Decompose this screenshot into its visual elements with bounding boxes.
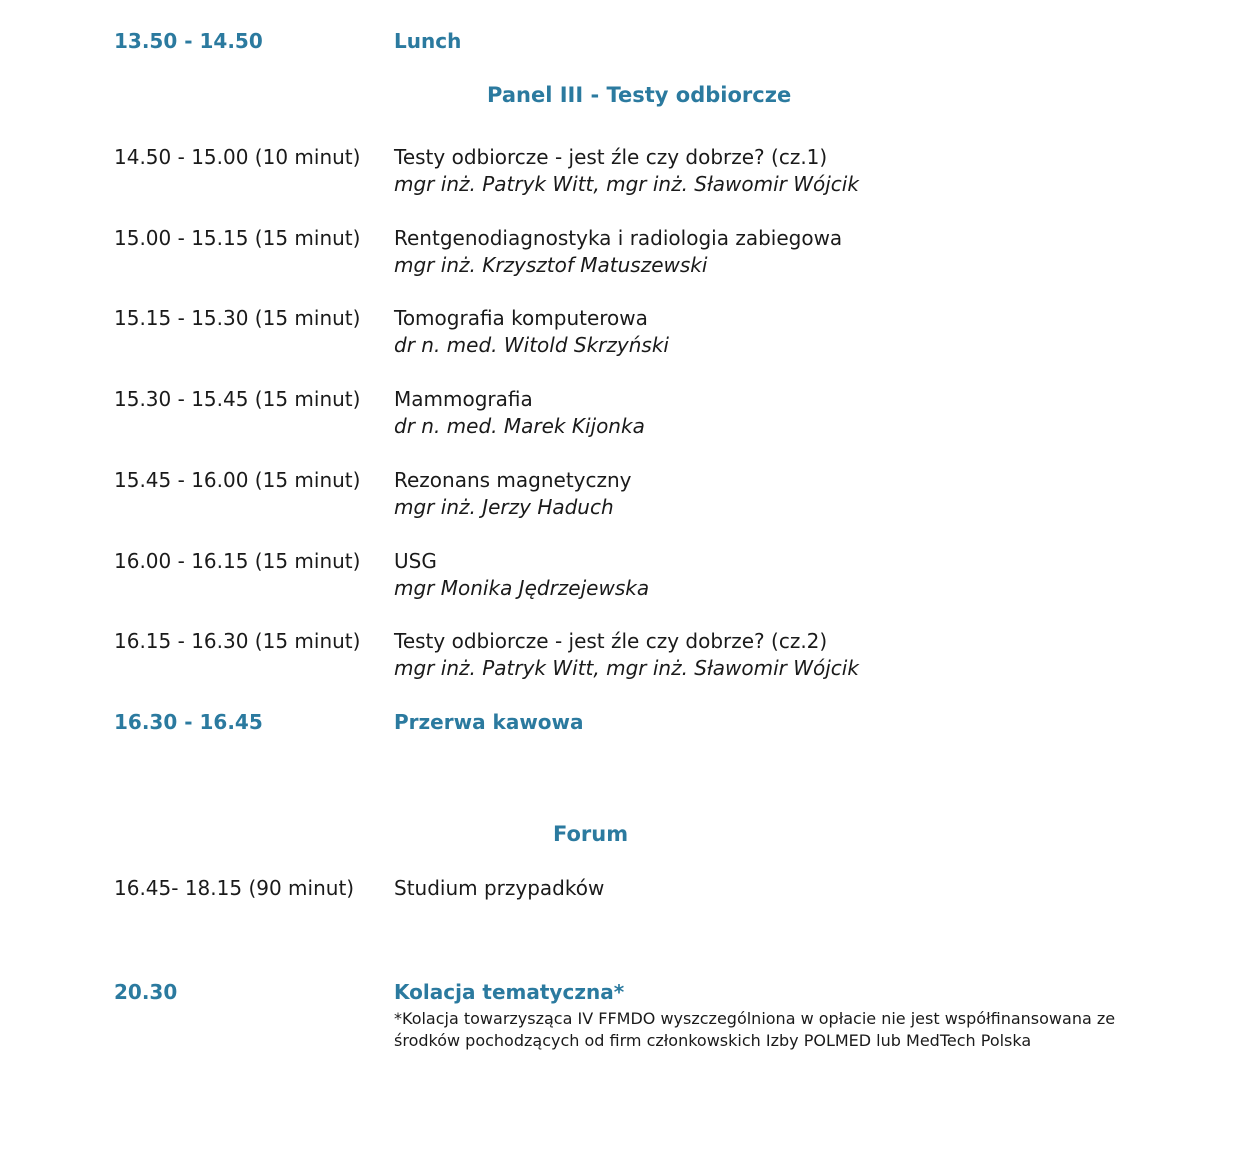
session-title: Rentgenodiagnostyka i radiologia zabiegowa	[394, 226, 843, 250]
lunch-time: 13.50 - 14.50	[114, 29, 263, 53]
session-speaker: dr n. med. Witold Skrzyński	[394, 333, 669, 357]
session-time: 14.50 - 15.00 (10 minut)	[114, 145, 361, 169]
session-title: USG	[394, 549, 437, 573]
dinner-footnote: *Kolacja towarzysząca IV FFMDO wyszczególniona w opłacie nie jest współfinansowana ze środków pochodzących od firm członkowskich Izby POLMED lub MedTech Polska	[394, 1009, 1116, 1050]
session-speaker: mgr inż. Patryk Witt, mgr inż. Sławomir Wójcik	[394, 656, 859, 680]
session-title: Testy odbiorcze - jest źle czy dobrze? (cz.2)	[394, 629, 828, 653]
dinner-title: Kolacja tematyczna*	[394, 980, 625, 1004]
session-time: 15.15 - 15.30 (15 minut)	[114, 306, 361, 330]
session-title: Testy odbiorcze - jest źle czy dobrze? (cz.1)	[394, 145, 828, 169]
lunch-title: Lunch	[394, 29, 462, 53]
panel-3-heading: Panel III - Testy odbiorcze	[487, 83, 792, 107]
session-time: 15.45 - 16.00 (15 minut)	[114, 468, 361, 492]
session-speaker: dr n. med. Marek Kijonka	[394, 414, 645, 438]
session-speaker: mgr inż. Jerzy Haduch	[394, 495, 614, 519]
session-speaker: mgr inż. Patryk Witt, mgr inż. Sławomir Wójcik	[394, 172, 859, 196]
forum-heading: Forum	[553, 822, 629, 846]
forum-time: 16.45- 18.15 (90 minut)	[114, 876, 355, 900]
coffee-break-title: Przerwa kawowa	[394, 710, 584, 734]
session-time: 15.00 - 15.15 (15 minut)	[114, 226, 361, 250]
session-time: 15.30 - 15.45 (15 minut)	[114, 387, 361, 411]
forum-title: Studium przypadków	[394, 876, 605, 900]
dinner-time: 20.30	[114, 980, 178, 1004]
session-time: 16.00 - 16.15 (15 minut)	[114, 549, 361, 573]
session-title: Tomografia komputerowa	[394, 306, 648, 330]
session-title: Rezonans magnetyczny	[394, 468, 632, 492]
session-speaker: mgr inż. Krzysztof Matuszewski	[394, 253, 708, 277]
session-time: 16.15 - 16.30 (15 minut)	[114, 629, 361, 653]
session-speaker: mgr Monika Jędrzejewska	[394, 576, 650, 600]
coffee-break-time: 16.30 - 16.45	[114, 710, 263, 734]
session-title: Mammografia	[394, 387, 533, 411]
